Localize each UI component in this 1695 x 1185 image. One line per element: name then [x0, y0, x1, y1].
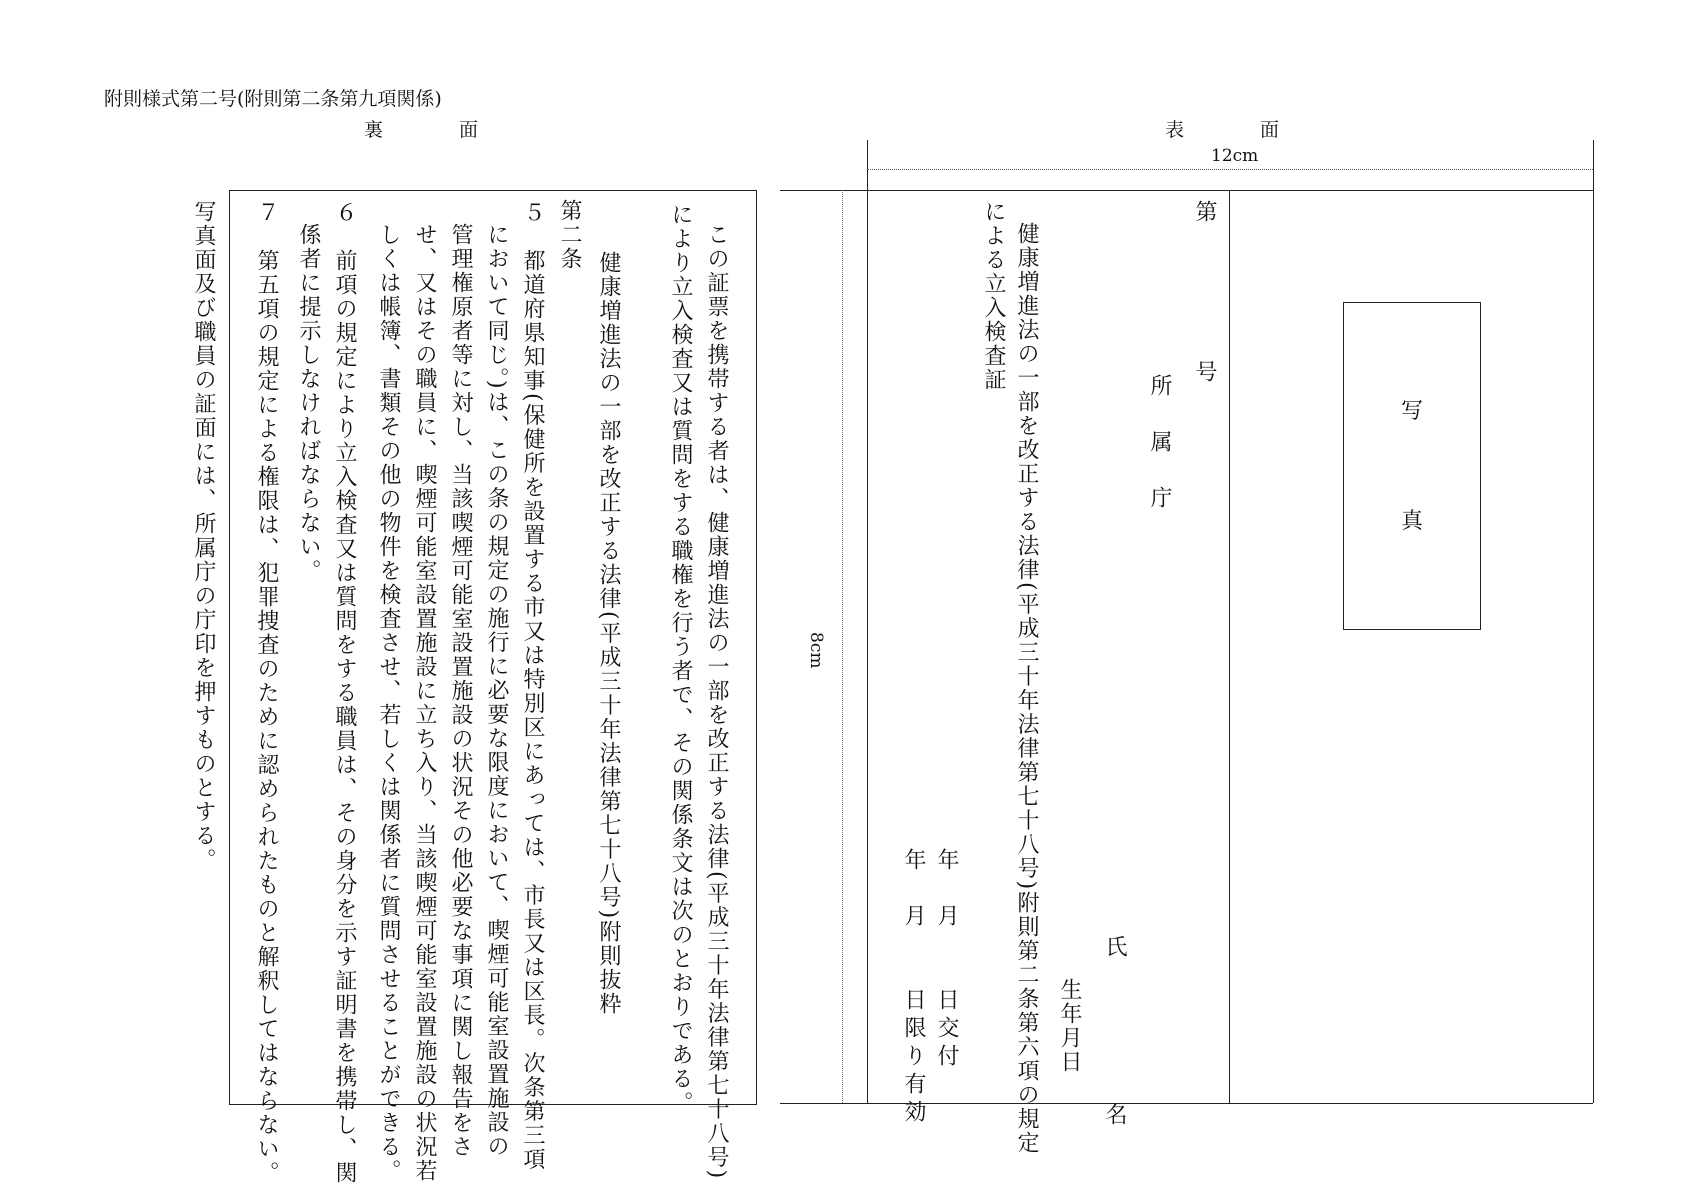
- form-title: 附則様式第二号(附則第二条第九項関係): [104, 88, 442, 110]
- front-left-line: [867, 190, 868, 1103]
- photo-box: [1343, 302, 1481, 630]
- front-divider-line: [1229, 190, 1230, 1103]
- birth-date-label: 生年月日: [1057, 978, 1082, 1074]
- valid-until-label: 年 月 日限り有効: [901, 848, 926, 1128]
- back-text-line-6: において同じ。)は、この条の規定の施行に必要な限度において、喫煙可能室設置施設の: [484, 223, 509, 1159]
- back-text-line-5: ５ 都道府県知事(保健所を設置する市又は特別区にあっては、市長又は区長。次条第三項: [520, 201, 545, 1172]
- dimension-left-tick: [867, 140, 868, 190]
- back-text-line-3: 健康増進法の一部を改正する法律(平成三十年法律第七十八号)附則抜粋: [596, 203, 621, 1017]
- dimension-right-tick: [1593, 140, 1594, 190]
- front-right-line: [1593, 190, 1594, 1103]
- law-title-line-2: による立入検査証: [981, 200, 1006, 392]
- width-label: 12cm: [1211, 146, 1259, 166]
- front-heading: 表 面: [1165, 119, 1280, 141]
- name-label: 氏 名: [1102, 935, 1127, 1127]
- photo-label-char-1: 写: [1401, 399, 1426, 424]
- law-title-line-1: 健康増進法の一部を改正する法律(平成三十年法律第七十八号)附則第二条第六項の規定: [1014, 222, 1039, 1156]
- back-text-line-7: 管理権原者等に対し、当該喫煙可能室設置施設の状況その他必要な事項に関し報告をさ: [448, 223, 473, 1159]
- height-dimension-line: [842, 190, 843, 1103]
- issue-date-label: 年 月 日交付: [934, 848, 959, 1072]
- office-label: 所 属 庁: [1147, 374, 1172, 514]
- back-text-line-1: この証票を携帯する者は、健康増進法の一部を改正する法律(平成三十年法律第七十八号): [704, 223, 729, 1181]
- back-text-line-10: ６ 前項の規定により立入検査又は質問をする職員は、その身分を示す証明書を携帯し、関: [332, 201, 357, 1185]
- back-text-line-12: ７ 第五項の規定による権限は、犯罪捜査のために認められたものと解釈してはならない。: [254, 201, 279, 1185]
- certificate-number: 第 号: [1192, 200, 1217, 392]
- back-text-line-11: 係者に提示しなければならない。: [296, 223, 321, 583]
- photo-label-char-2: 真: [1401, 509, 1426, 534]
- front-top-line: [780, 190, 1593, 191]
- width-dimension-line: [867, 169, 1593, 170]
- back-side-box: [229, 190, 757, 1185]
- back-text-line-8: せ、又はその職員に、喫煙可能室設置施設に立ち入り、当該喫煙可能室設置施設の状況若: [412, 223, 437, 1183]
- height-label: 8cm: [806, 632, 826, 669]
- back-text-line-2: により立入検査又は質問をする職権を行う者で、その関係条文は次のとおりである。: [668, 203, 693, 1115]
- seal-note: 写真面及び職員の証面には、所属庁の庁印を押すものとする。: [191, 200, 216, 872]
- back-text-line-9: しくは帳簿、書類その他の物件を検査させ、若しくは関係者に質問させることができる。: [376, 223, 401, 1183]
- back-text-line-4: 第二条: [557, 199, 582, 271]
- back-heading: 裏 面: [364, 119, 479, 141]
